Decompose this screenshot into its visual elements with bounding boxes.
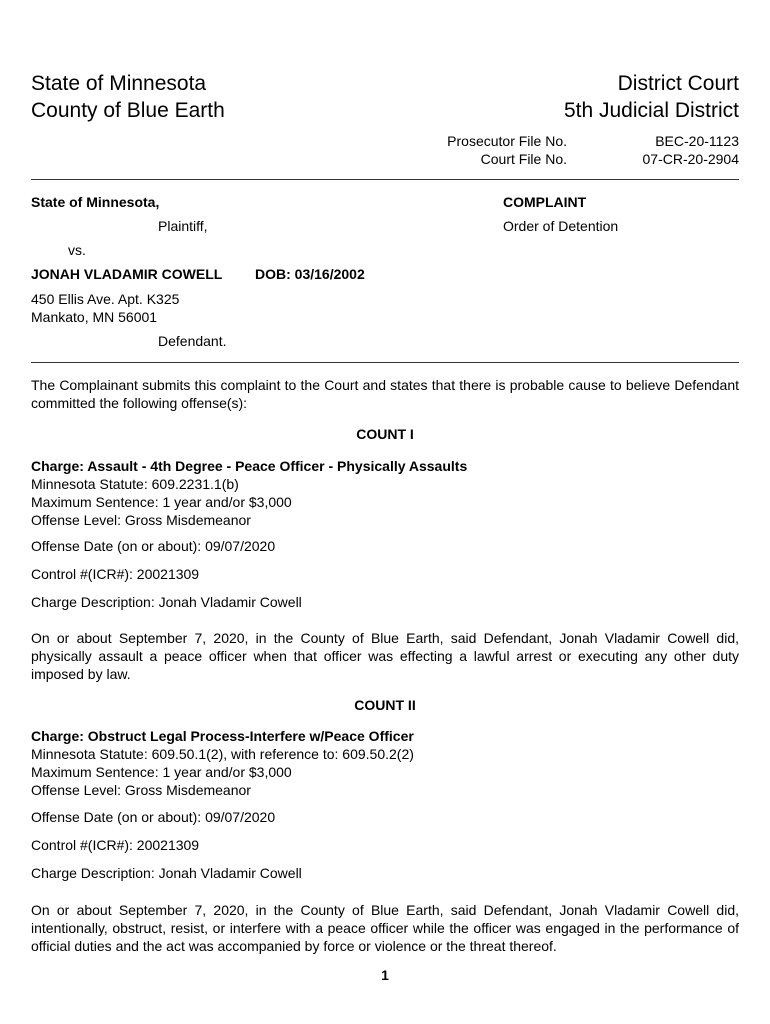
plaintiff-name: State of Minnesota,	[31, 194, 160, 210]
page-number: 1	[381, 967, 389, 983]
file-numbers	[437, 132, 739, 168]
count-1-details	[31, 457, 467, 529]
count-1-statute: Minnesota Statute: 609.2231.1(b)	[31, 476, 239, 492]
count-2-statute: Minnesota Statute: 609.50.1(2), with reference to: 609.50.2(2)	[31, 746, 414, 762]
prosecutor-file-label: Prosecutor File No.	[447, 133, 567, 149]
count-1-heading: COUNT I	[356, 426, 414, 442]
count-2-offense-level: Offense Level: Gross Misdemeanor	[31, 782, 251, 798]
count-1-charge: Charge: Assault - 4th Degree - Peace Officer - Physically Assaults	[31, 458, 468, 474]
count-1-max-sentence: Maximum Sentence: 1 year and/or $3,000	[31, 494, 292, 510]
defendant-name: JONAH VLADAMIR COWELL	[31, 266, 223, 282]
count-1-offense-date: Offense Date (on or about): 09/07/2020	[31, 538, 276, 554]
intro-paragraph: The Complainant submits this complaint to the Court and states that there is probable cause to believe Defendant committed the following offense(s):	[31, 377, 739, 411]
count-2-max-sentence: Maximum Sentence: 1 year and/or $3,000	[31, 764, 292, 780]
prosecutor-file-value: BEC-20-1123	[655, 133, 739, 149]
county-name: County of Blue Earth	[31, 99, 225, 122]
court-file-label: Court File No.	[480, 151, 567, 167]
count-2-charge: Charge: Obstruct Legal Process-Interfere w/Peace Officer	[31, 728, 414, 744]
judicial-district: 5th Judicial District	[563, 99, 739, 122]
count-1-offense-level: Offense Level: Gross Misdemeanor	[31, 512, 251, 528]
defendant-dob: DOB: 03/16/2002	[255, 266, 365, 282]
count-2-heading: COUNT II	[354, 697, 416, 713]
count-1-description: Charge Description: Jonah Vladamir Cowell	[31, 594, 302, 610]
count-2-description: Charge Description: Jonah Vladamir Cowell	[31, 865, 302, 881]
court-name: District Court	[617, 72, 739, 95]
plaintiff-label: Plaintiff,	[158, 218, 208, 234]
state-name: State of Minnesota	[31, 72, 207, 95]
versus-label: vs.	[68, 242, 86, 258]
address-line-2: Mankato, MN 56001	[31, 309, 158, 325]
document-subtype: Order of Detention	[503, 218, 619, 234]
count-2-details	[31, 727, 414, 799]
court-block	[564, 70, 739, 124]
document-type: COMPLAINT	[503, 194, 587, 210]
count-1-control: Control #(ICR#): 20021309	[31, 566, 200, 582]
header-divider	[31, 179, 739, 180]
count-2-offense-date: Offense Date (on or about): 09/07/2020	[31, 809, 276, 825]
defendant-address	[31, 290, 179, 326]
count-2-control: Control #(ICR#): 20021309	[31, 837, 200, 853]
court-file-row	[437, 150, 739, 168]
count-2-narrative: On or about September 7, 2020, in the County of Blue Earth, said Defendant, Jonah Vladamir Cowell did, intentionally, obstruct, resist, or interfere with a peace officer while the officer was engaged in the performance of official duties and the act was accompanied by force or violence or the threat thereof.	[31, 902, 739, 954]
court-file-value: 07-CR-20-2904	[642, 151, 739, 167]
jurisdiction-block	[31, 70, 225, 124]
defendant-label: Defendant.	[158, 333, 227, 349]
caption-divider	[31, 362, 739, 363]
count-1-narrative: On or about September 7, 2020, in the County of Blue Earth, said Defendant, Jonah Vladamir Cowell did, physically assault a peace officer when that officer was effecting a lawful arrest or executing any other duty imposed by law.	[31, 630, 739, 682]
address-line-1: 450 Ellis Ave. Apt. K325	[31, 291, 180, 307]
document-page	[31, 0, 739, 1024]
prosecutor-file-row	[437, 132, 739, 150]
